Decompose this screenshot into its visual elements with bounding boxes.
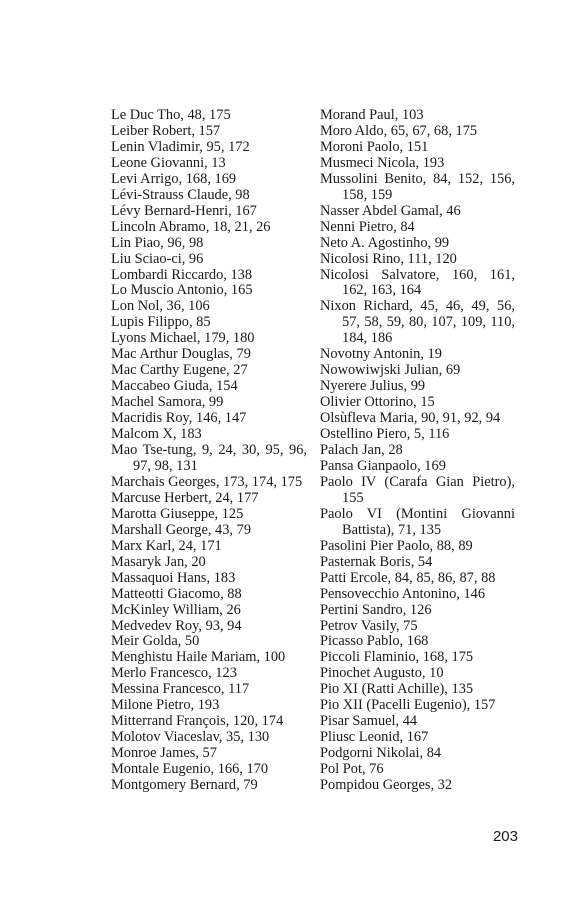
index-entry: Marshall George, 43, 79 (111, 521, 252, 538)
index-entry: Pertini Sandro, 126 (320, 601, 432, 618)
index-entry: Patti Ercole, 84, 85, 86, 87, 88 (320, 569, 496, 586)
index-entry: Lon Nol, 36, 106 (111, 298, 210, 315)
index-entry: Lévy Bernard-Henri, 167 (111, 202, 257, 219)
index-entry: Pasolini Pier Paolo, 88, 89 (320, 537, 473, 554)
index-entry: Masaryk Jan, 20 (111, 553, 206, 570)
index-entry: Moro Aldo, 65, 67, 68, 175 (320, 122, 478, 139)
index-entry: Le Duc Tho, 48, 175 (111, 107, 231, 123)
index-entry: Liu Sciao-ci, 96 (111, 250, 204, 267)
index-entry: Leiber Robert, 157 (111, 122, 221, 139)
index-entry: Nyerere Julius, 99 (320, 378, 426, 395)
index-entry: Mitterrand François, 120, 174 (111, 713, 284, 730)
index-entry: Lévi-Strauss Claude, 98 (111, 186, 250, 203)
index-entry: Paolo IV (Carafa Gian Pietro), 155 (320, 473, 515, 506)
page-number: 203 (492, 828, 518, 845)
index-entry: Nicolosi Salvatore, 160, 161, 162, 163, 164 (320, 266, 515, 299)
index-entry: Lo Muscio Antonio, 165 (111, 282, 253, 299)
index-entry: Palach Jan, 28 (320, 442, 403, 459)
index-entry: Lenin Vladimir, 95, 172 (111, 138, 250, 155)
index-entry: Pio XI (Ratti Achille), 135 (320, 681, 474, 698)
index-entry: Montale Eugenio, 166, 170 (111, 761, 269, 778)
index-entry: Petrov Vasily, 75 (320, 617, 418, 634)
index-entry: Pisar Samuel, 44 (320, 713, 418, 730)
index-entry: Olsùfleva Maria, 90, 91, 92, 94 (320, 410, 501, 427)
index-entry: Leone Giovanni, 13 (111, 154, 226, 171)
index-entry: Pompidou Georges, 32 (320, 777, 453, 794)
index-entry: McKinley William, 26 (111, 601, 241, 618)
index-entry: Moroni Paolo, 151 (320, 138, 429, 155)
index-entry: Morand Paul, 103 (320, 107, 424, 123)
index-entry: Mussolini Benito, 84, 152, 156, 158, 159 (320, 170, 515, 203)
index-entry: Nasser Abdel Gamal, 46 (320, 202, 461, 219)
index-entry: Paolo VI (Montini Giovanni Battista), 71, 135 (320, 505, 515, 538)
index-entry: Monroe James, 57 (111, 745, 217, 762)
index-entry: Nenni Pietro, 84 (320, 218, 415, 235)
index-entry: Maccabeo Giuda, 154 (111, 378, 238, 395)
index-entry: Lincoln Abramo, 18, 21, 26 (111, 218, 271, 235)
index-entry: Marotta Giuseppe, 125 (111, 505, 244, 522)
index-entry: Podgorni Nikolai, 84 (320, 745, 442, 762)
index-entry: Montgomery Bernard, 79 (111, 777, 258, 794)
index-entry: Menghistu Haile Mariam, 100 (111, 649, 286, 666)
index-entry: Olivier Ottorino, 15 (320, 394, 435, 411)
index-entry: Lombardi Riccardo, 138 (111, 266, 253, 283)
index-entry: Neto A. Agostinho, 99 (320, 234, 450, 251)
index-entry: Pinochet Augusto, 10 (320, 665, 444, 682)
index-entry: Lin Piao, 96, 98 (111, 234, 204, 251)
index-column-right (320, 108, 515, 794)
index-entry: Pansa Gianpaolo, 169 (320, 457, 446, 474)
index-entry: Pliusc Leonid, 167 (320, 729, 429, 746)
index-entry: Piccoli Flaminio, 168, 175 (320, 649, 474, 666)
index-entry: Marchais Georges, 173, 174, 175 (111, 473, 303, 490)
index-entry: Marx Karl, 24, 171 (111, 537, 222, 554)
index-entry: Meir Golda, 50 (111, 633, 200, 650)
index-entry: Nicolosi Rino, 111, 120 (320, 250, 457, 267)
index-entry: Merlo Francesco, 123 (111, 665, 237, 682)
index-entry: Messina Francesco, 117 (111, 681, 250, 698)
index-entry: Malcom X, 183 (111, 426, 202, 443)
index-entry: Nixon Richard, 45, 46, 49, 56, 57, 58, 59, 80, 107, 109, 110, 184, 186 (320, 298, 515, 347)
index-entry: Nowowiwjski Julian, 69 (320, 362, 461, 379)
index-entry: Molotov Viaceslav, 35, 130 (111, 729, 270, 746)
index-entry: Mac Arthur Douglas, 79 (111, 346, 251, 363)
index-entry: Levi Arrigo, 168, 169 (111, 170, 237, 187)
index-entry: Musmeci Nicola, 193 (320, 154, 445, 171)
index-entry: Picasso Pablo, 168 (320, 633, 429, 650)
index-entry: Pensovecchio Antonino, 146 (320, 585, 486, 602)
index-entry: Machel Samora, 99 (111, 394, 224, 411)
index-column-left (111, 108, 307, 794)
index-entry: Medvedev Roy, 93, 94 (111, 617, 242, 634)
index-entry: Marcuse Herbert, 24, 177 (111, 489, 259, 506)
index-entry: Lyons Michael, 179, 180 (111, 330, 255, 347)
index-entry: Pol Pot, 76 (320, 761, 384, 778)
index-entry: Pasternak Boris, 54 (320, 553, 433, 570)
index-entry: Milone Pietro, 193 (111, 697, 220, 714)
index-entry: Lupis Filippo, 85 (111, 314, 211, 331)
index-entry: Mao Tse-tung, 9, 24, 30, 95, 96, 97, 98, 131 (111, 442, 307, 474)
index-entry: Matteotti Giacomo, 88 (111, 585, 242, 602)
index-entry: Novotny Antonin, 19 (320, 346, 442, 363)
index-entry: Pio XII (Pacelli Eugenio), 157 (320, 697, 496, 714)
index-entry: Massaquoi Hans, 183 (111, 569, 236, 586)
index-entry: Mac Carthy Eugene, 27 (111, 362, 248, 379)
index-entry: Ostellino Piero, 5, 116 (320, 426, 450, 443)
index-entry: Macridis Roy, 146, 147 (111, 410, 247, 427)
